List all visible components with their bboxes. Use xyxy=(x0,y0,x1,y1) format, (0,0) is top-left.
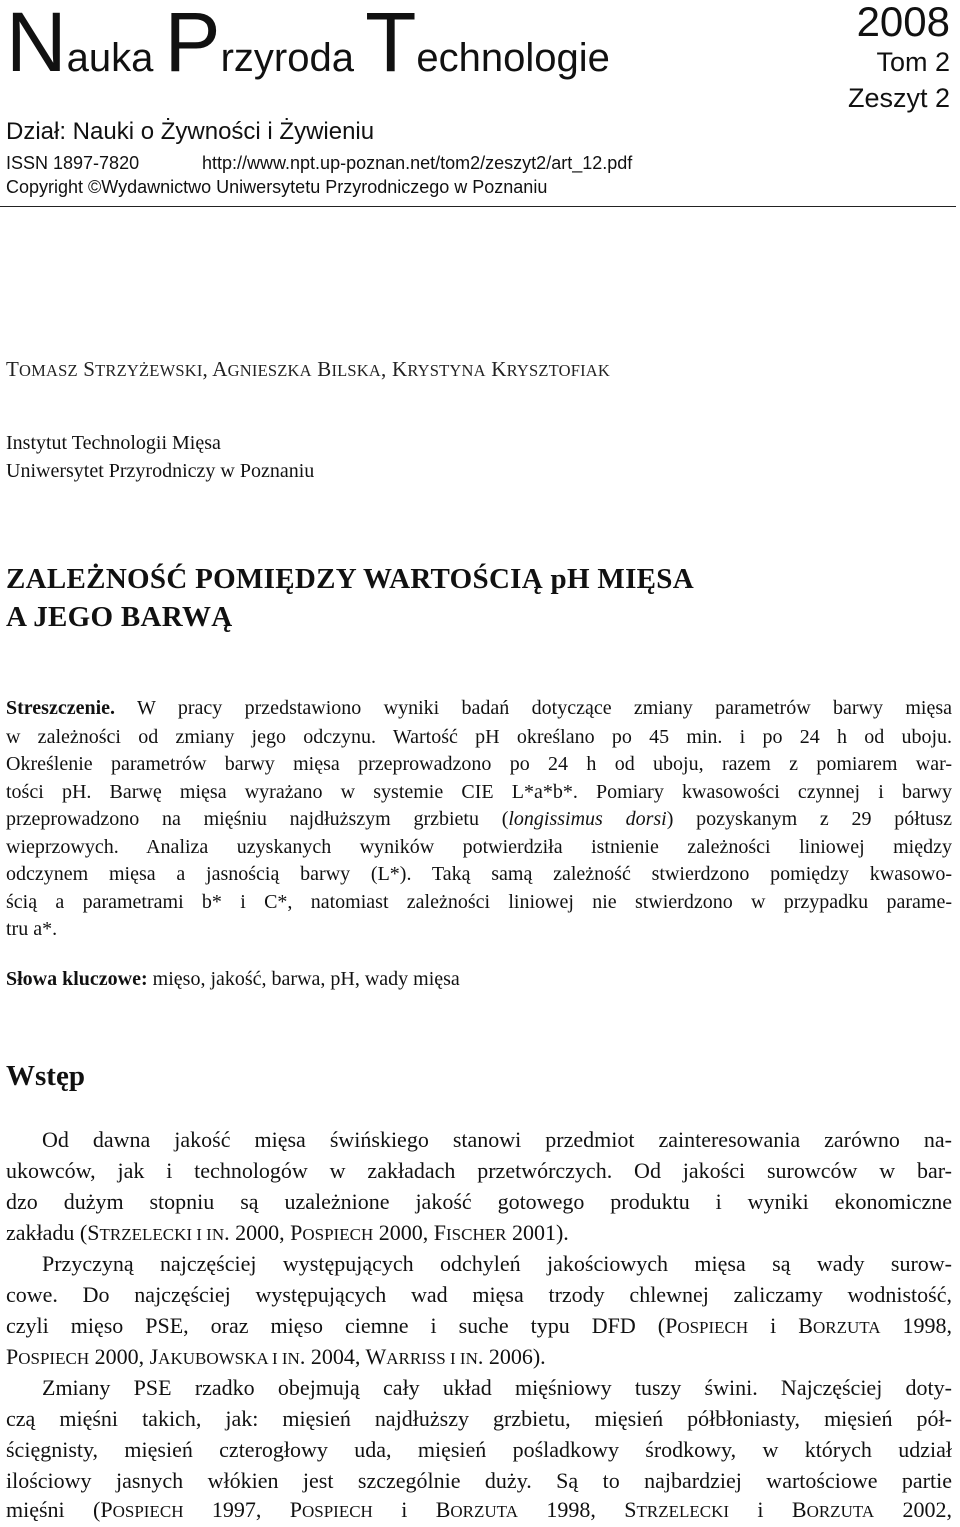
body-line: ścięgnisty, mięsień czterogłowy uda, mięsień pośladkowy środkowy, w których udział xyxy=(6,1437,952,1462)
body-line: cowe. Do najczęściej występujących wad mięsa trzody chlewnej zaliczamy wodnistość, xyxy=(6,1282,952,1307)
keywords xyxy=(6,968,460,991)
issue-number: Zeszyt 2 xyxy=(847,83,950,113)
copyright: Copyright ©Wydawnictwo Uniwersytetu Przyrodniczego w Poznaniu xyxy=(6,177,548,197)
section-label: Dział: Nauki o Żywności i Żywieniu xyxy=(6,118,375,145)
body-line: Od dawna jakość mięsa świńskiego stanowi przedmiot zainteresowania zarówno na- xyxy=(42,1127,952,1152)
abstract-line: ścią a parametrami b* i C*, natomiast zależności liniowej nie stwierdzono w przypadku parame- xyxy=(6,891,952,913)
body-line: dzo dużym stopniu są uzależnione jakość gotowego produktu i wyniki ekonomiczne xyxy=(6,1189,952,1214)
section-heading-intro: Wstęp xyxy=(6,1060,85,1092)
header-divider xyxy=(0,206,956,207)
abstract-line: Streszczenie. W pracy przedstawiono wyniki badań dotyczące zmiany parametrów barwy mięsa xyxy=(6,697,952,719)
keywords-label: Słowa kluczowe: xyxy=(6,968,148,990)
body-line: czą mięśni takich, jak: mięsień najdłuższy grzbietu, mięsień półbłoniasty, mięsień pół- xyxy=(6,1406,952,1431)
article-url[interactable]: http://www.npt.up-poznan.net/tom2/zeszyt2/art_12.pdf xyxy=(202,153,633,173)
abstract-line: odczynem mięsa a jasnością barwy (L*). Taką samą zależność stwierdzono pomiędzy kwasowo- xyxy=(6,863,952,885)
body-line: mięśni (POSPIECH 1997, POSPIECH i BORZUTA 1998, STRZELECKI i BORZUTA 2002, xyxy=(6,1497,953,1522)
journal-title-initial-3: T xyxy=(365,0,417,89)
journal-title-rest-1: auka xyxy=(66,36,165,80)
article-title-line-1: ZALEŻNOŚĆ POMIĘDZY WARTOŚCIĄ pH MIĘSA xyxy=(6,563,694,595)
abstract-line: Określenie parametrów barwy mięsa przeprowadzono po 24 h od uboju, razem z pomiarem war- xyxy=(6,753,952,775)
body-line: Zmiany PSE rzadko obejmują cały układ mięśniowy tuszy świni. Najczęściej doty- xyxy=(42,1375,952,1400)
issue-volume: Tom 2 xyxy=(876,47,950,77)
abstract-line: tru a*. xyxy=(6,918,58,940)
abstract-line: w zależności od zmiany jego odczynu. Wartość pH określano po 45 min. i po 24 h od uboju. xyxy=(6,726,952,748)
author-3: KRYSTYNA KRYSZTOFIAK xyxy=(391,357,611,381)
journal-title-initial-1: N xyxy=(6,0,67,89)
author-1: TOMASZ STRZYŻEWSKI, xyxy=(6,357,213,381)
body-line: ilościowy jasnych włókien jest szczególnie duży. Są to najbardziej wartościowe partie xyxy=(6,1468,952,1493)
article-title-line-2: A JEGO BARWĄ xyxy=(6,601,233,633)
journal-title xyxy=(6,0,610,89)
journal-title-rest-3: echnologie xyxy=(416,36,610,80)
journal-title-rest-2: rzyroda xyxy=(220,36,366,80)
abstract-line: wieprzowych. Analiza uzyskanych wyników potwierdziła istnienie zależności liniowej między xyxy=(6,836,952,858)
body-line: Przyczyną najczęściej występujących odchyleń jakościowych mięsa są wady surow- xyxy=(42,1251,952,1276)
abstract-line: przeprowadzono na mięśniu najdłuższym grzbietu (longissimus dorsi) pozyskanym z 29 półtusz xyxy=(6,808,952,830)
issue-block xyxy=(848,0,950,116)
affiliation-institute: Instytut Technologii Mięsa xyxy=(6,432,221,454)
abstract-line: tości pH. Barwę mięsa wyrażano w systemie CIE L*a*b*. Pomiary kwasowości czynnej i barwy xyxy=(6,781,952,803)
author-list xyxy=(6,357,610,382)
body-line: ukowców, jak i technologów w zakładach przetwórczych. Od jakości surowców w bar- xyxy=(6,1158,952,1183)
body-line: POSPIECH 2000, JAKUBOWSKA I IN. 2004, WARRISS I IN. 2006). xyxy=(6,1344,546,1369)
abstract-label: Streszczenie. xyxy=(6,697,116,719)
author-2: AGNIESZKA BILSKA, xyxy=(212,357,392,381)
affiliation-university: Uniwersytet Przyrodniczy w Poznaniu xyxy=(6,460,315,482)
keywords-text: mięso, jakość, barwa, pH, wady mięsa xyxy=(147,968,460,990)
issue-year: 2008 xyxy=(856,0,950,45)
issn: ISSN 1897-7820 xyxy=(6,153,140,173)
journal-title-initial-2: P xyxy=(164,0,221,89)
body-line: zakładu (STRZELECKI I IN. 2000, POSPIECH 2000, FISCHER 2001). xyxy=(6,1220,569,1245)
body-line: czyli mięso PSE, oraz mięso ciemne i suche typu DFD (POSPIECH i BORZUTA 1998, xyxy=(6,1313,953,1338)
